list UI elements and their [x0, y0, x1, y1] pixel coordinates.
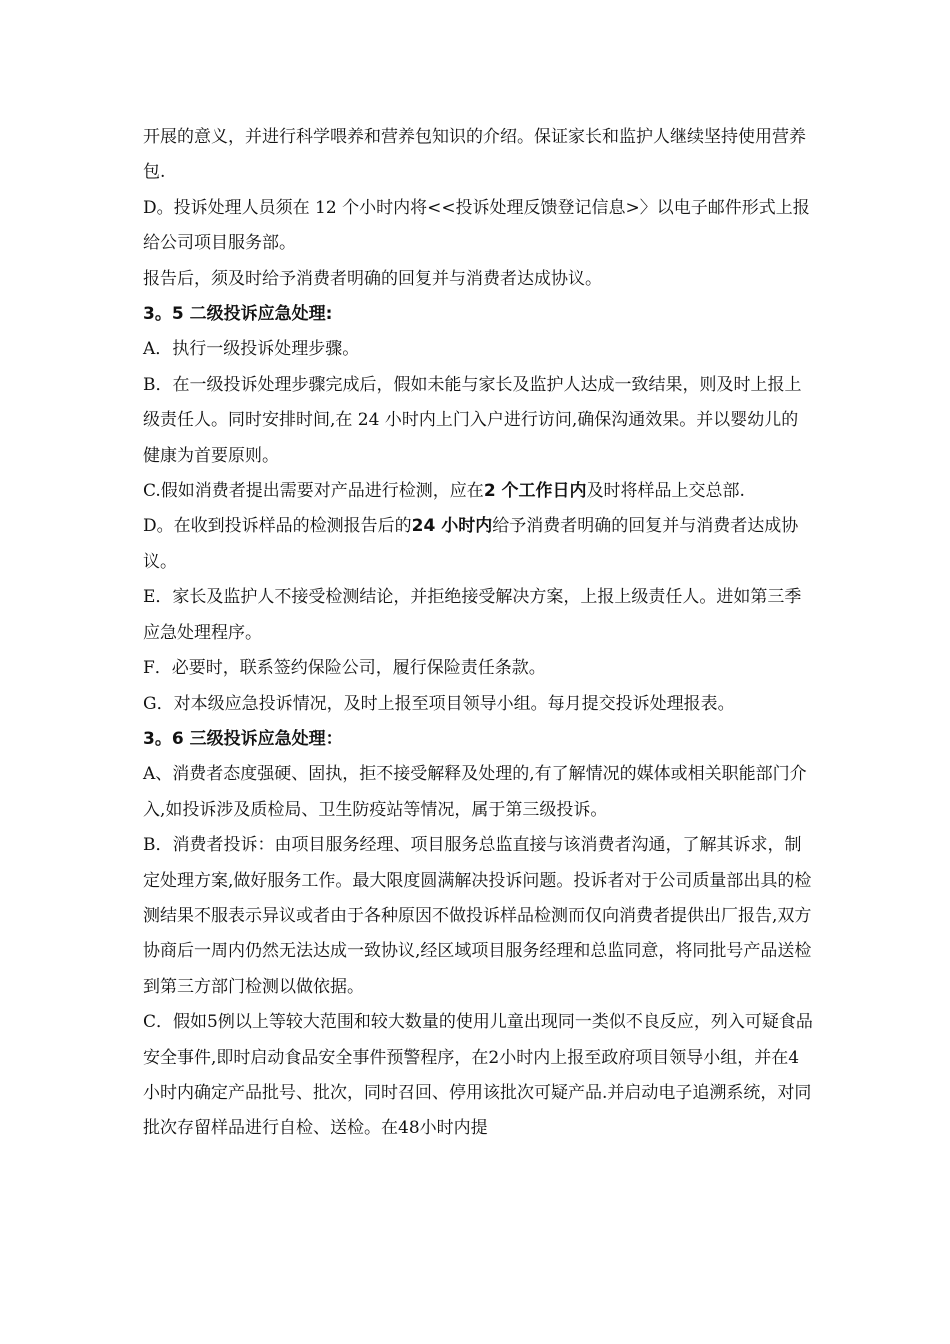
paragraph	[143, 509, 813, 580]
paragraph-text: B．消费者投诉：由项目服务经理、项目服务总监直接与该消费者沟通，了解其诉求，制定处理方案,做好服务工作。最大限度圆满解决投诉问题。投诉者对于公司质量部出具的检测结果不服表示异议或者由于各种原因不做投诉样品检测而仅向消费者提供出厂报告,双方协商后一周内仍然无法达成一致协议,经区域项目服务经理和总监同意，将同批号产品送检到第三方部门检测以做依据。	[143, 835, 812, 997]
paragraph	[143, 651, 813, 686]
paragraph-text: F．必要时，联系签约保险公司，履行保险责任条款。	[143, 658, 546, 679]
paragraph-text: E．家长及监护人不接受检测结论，并拒绝接受解决方案，上报上级责任人。进如第三季应急处理程序。	[143, 587, 802, 643]
paragraph	[143, 828, 813, 1005]
paragraph-text: A、消费者态度强硬、固执，拒不接受解释及处理的,有了解情况的媒体或相关职能部门介入,如投诉涉及质检局、卫生防疫站等情况，属于第三级投诉。	[143, 764, 807, 820]
paragraph-text: D。投诉处理人员须在 12 个小时内将<<投诉处理反馈登记信息>〉以电子邮件形式上报给公司项目服务部。	[143, 197, 810, 254]
paragraph-text: D。在收到投诉样品的检测报告后的	[143, 516, 412, 537]
paragraph-text: C．假如5例以上等较大范围和较大数量的使用儿童出现同一类似不良反应，列入可疑食品安全事件,即时启动食品安全事件预警程序，在2小时内上报至政府项目领导小组，并在4小时内确定产品批号、批次，同时召回、停用该批次可疑产品.并启动电子追溯系统，对同批次存留样品进行自检、送检。在48小时内提	[143, 1012, 813, 1139]
section-heading	[143, 722, 813, 757]
paragraph-text: 报告后，须及时给予消费者明确的回复并与消费者达成协议。	[143, 268, 602, 289]
paragraph-text: 及时将样品上交总部.	[586, 481, 745, 502]
paragraph-text: G．对本级应急投诉情况，及时上报至项目领导小组。每月提交投诉处理报表。	[143, 693, 735, 714]
paragraph	[143, 580, 813, 651]
paragraph-text: 给予消费者明确的回复并与消费者达成协议。	[143, 516, 799, 572]
paragraph-text: 3。5 二级投诉应急处理:	[143, 304, 333, 325]
paragraph-text: 开展的意义，并进行科学喂养和营养包知识的介绍。保证家长和监护人继续坚持使用营养包.	[143, 127, 806, 183]
section-heading	[143, 297, 813, 332]
paragraph	[143, 368, 813, 474]
emphasis-text: 24 小时内	[411, 516, 493, 537]
paragraph	[143, 332, 813, 367]
paragraph-text: C.假如消费者提出需要对产品进行检测，应在	[143, 481, 484, 502]
emphasis-text: 2 个工作日内	[483, 481, 587, 502]
paragraph	[143, 474, 813, 509]
paragraph	[143, 120, 813, 191]
paragraph-text: B．在一级投诉处理步骤完成后，假如未能与家长及监护人达成一致结果，则及时上报上级责任人。同时安排时间,在 24 小时内上门入户进行访问,确保沟通效果。并以婴幼儿的健康为首要原则。	[143, 374, 802, 466]
paragraph	[143, 687, 813, 722]
paragraph	[143, 191, 813, 262]
paragraph-text: A．执行一级投诉处理步骤。	[143, 339, 360, 360]
paragraph-text: 3。6 三级投诉应急处理：	[143, 728, 343, 749]
paragraph	[143, 1005, 813, 1147]
document-body	[143, 120, 813, 1147]
paragraph	[143, 757, 813, 828]
paragraph	[143, 262, 813, 297]
